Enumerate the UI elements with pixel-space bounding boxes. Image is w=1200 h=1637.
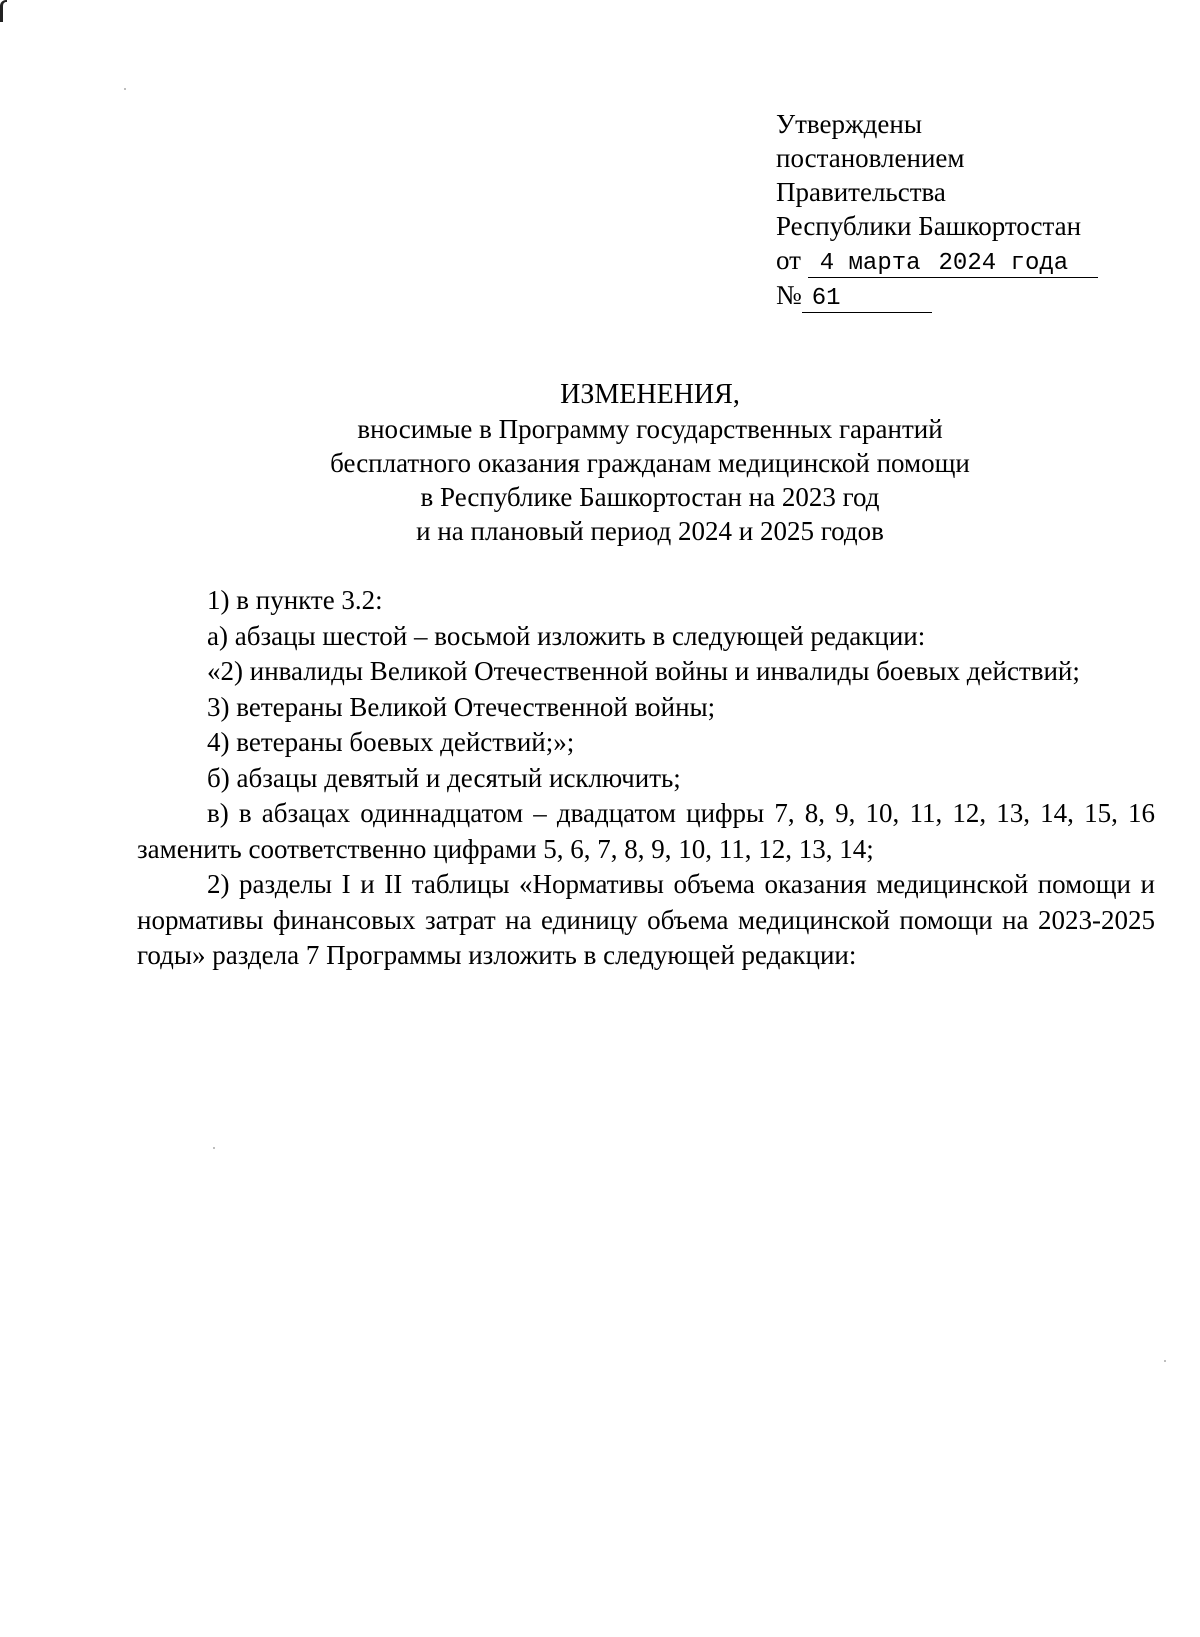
approval-date-day: 4 марта [819,250,921,277]
heading-line-3: в Республике Башкортостан на 2023 год [420,482,880,512]
paragraph-7: в) в абзацах одиннадцатом – двадцатом цифры 7, 8, 9, 10, 11, 12, 13, 14, 15, 16 заменить соответственно цифрами 5, 6, 7, 8, 9, 10, 11, 12, 13, 14; [137,798,1155,864]
approval-number-value: 61 [811,285,841,312]
heading-line-4: и на плановый период 2024 и 2025 годов [416,516,884,546]
approval-date-line [776,243,1186,278]
scan-speck [124,88,126,90]
paragraph-3: «2) инвалиды Великой Отечественной войны и инвалиды боевых действий; [207,656,1080,686]
paragraph-2: а) абзацы шестой – восьмой изложить в следующей редакции: [207,620,926,651]
approval-line-2: постановлением [776,143,965,173]
approval-date-year: 2024 года [938,250,1069,277]
document-title: ИЗМЕНЕНИЯ, [560,379,740,410]
approval-line-1: Утверждены [776,109,922,139]
scan-corner-mark [0,0,7,22]
document-heading [150,378,1150,548]
approval-number-prefix: № [776,280,802,310]
approval-line-4: Республики Башкортостан [776,211,1082,241]
approval-line-3: Правительства [776,177,946,207]
approval-date-field [808,251,1098,278]
paragraph-5: 4) ветераны боевых действий;»; [207,727,575,757]
paragraph-4: 3) ветераны Великой Отечественной войны; [207,691,716,722]
scan-speck [213,1147,215,1149]
scan-speck [1164,1360,1166,1362]
paragraph-1: 1) в пункте 3.2: [207,585,383,615]
approval-stamp-block [776,107,1186,313]
document-body [137,583,1155,974]
paragraph-6: б) абзацы девятый и десятый исключить; [207,762,681,793]
heading-line-2: бесплатного оказания гражданам медицинской помощи [330,448,970,478]
paragraph-8: 2) разделы I и II таблицы «Нормативы объема оказания медицинской помощи и нормативы финансовых затрат на единицу объема медицинской помощи на 2023-2025 годы» раздела 7 Программы изложить в следующей редакции: [137,869,1155,970]
approval-number-line [776,278,1186,313]
approval-date-prefix: от [776,245,801,275]
approval-number-field [802,286,932,313]
heading-line-1: вносимые в Программу государственных гарантий [357,414,943,444]
